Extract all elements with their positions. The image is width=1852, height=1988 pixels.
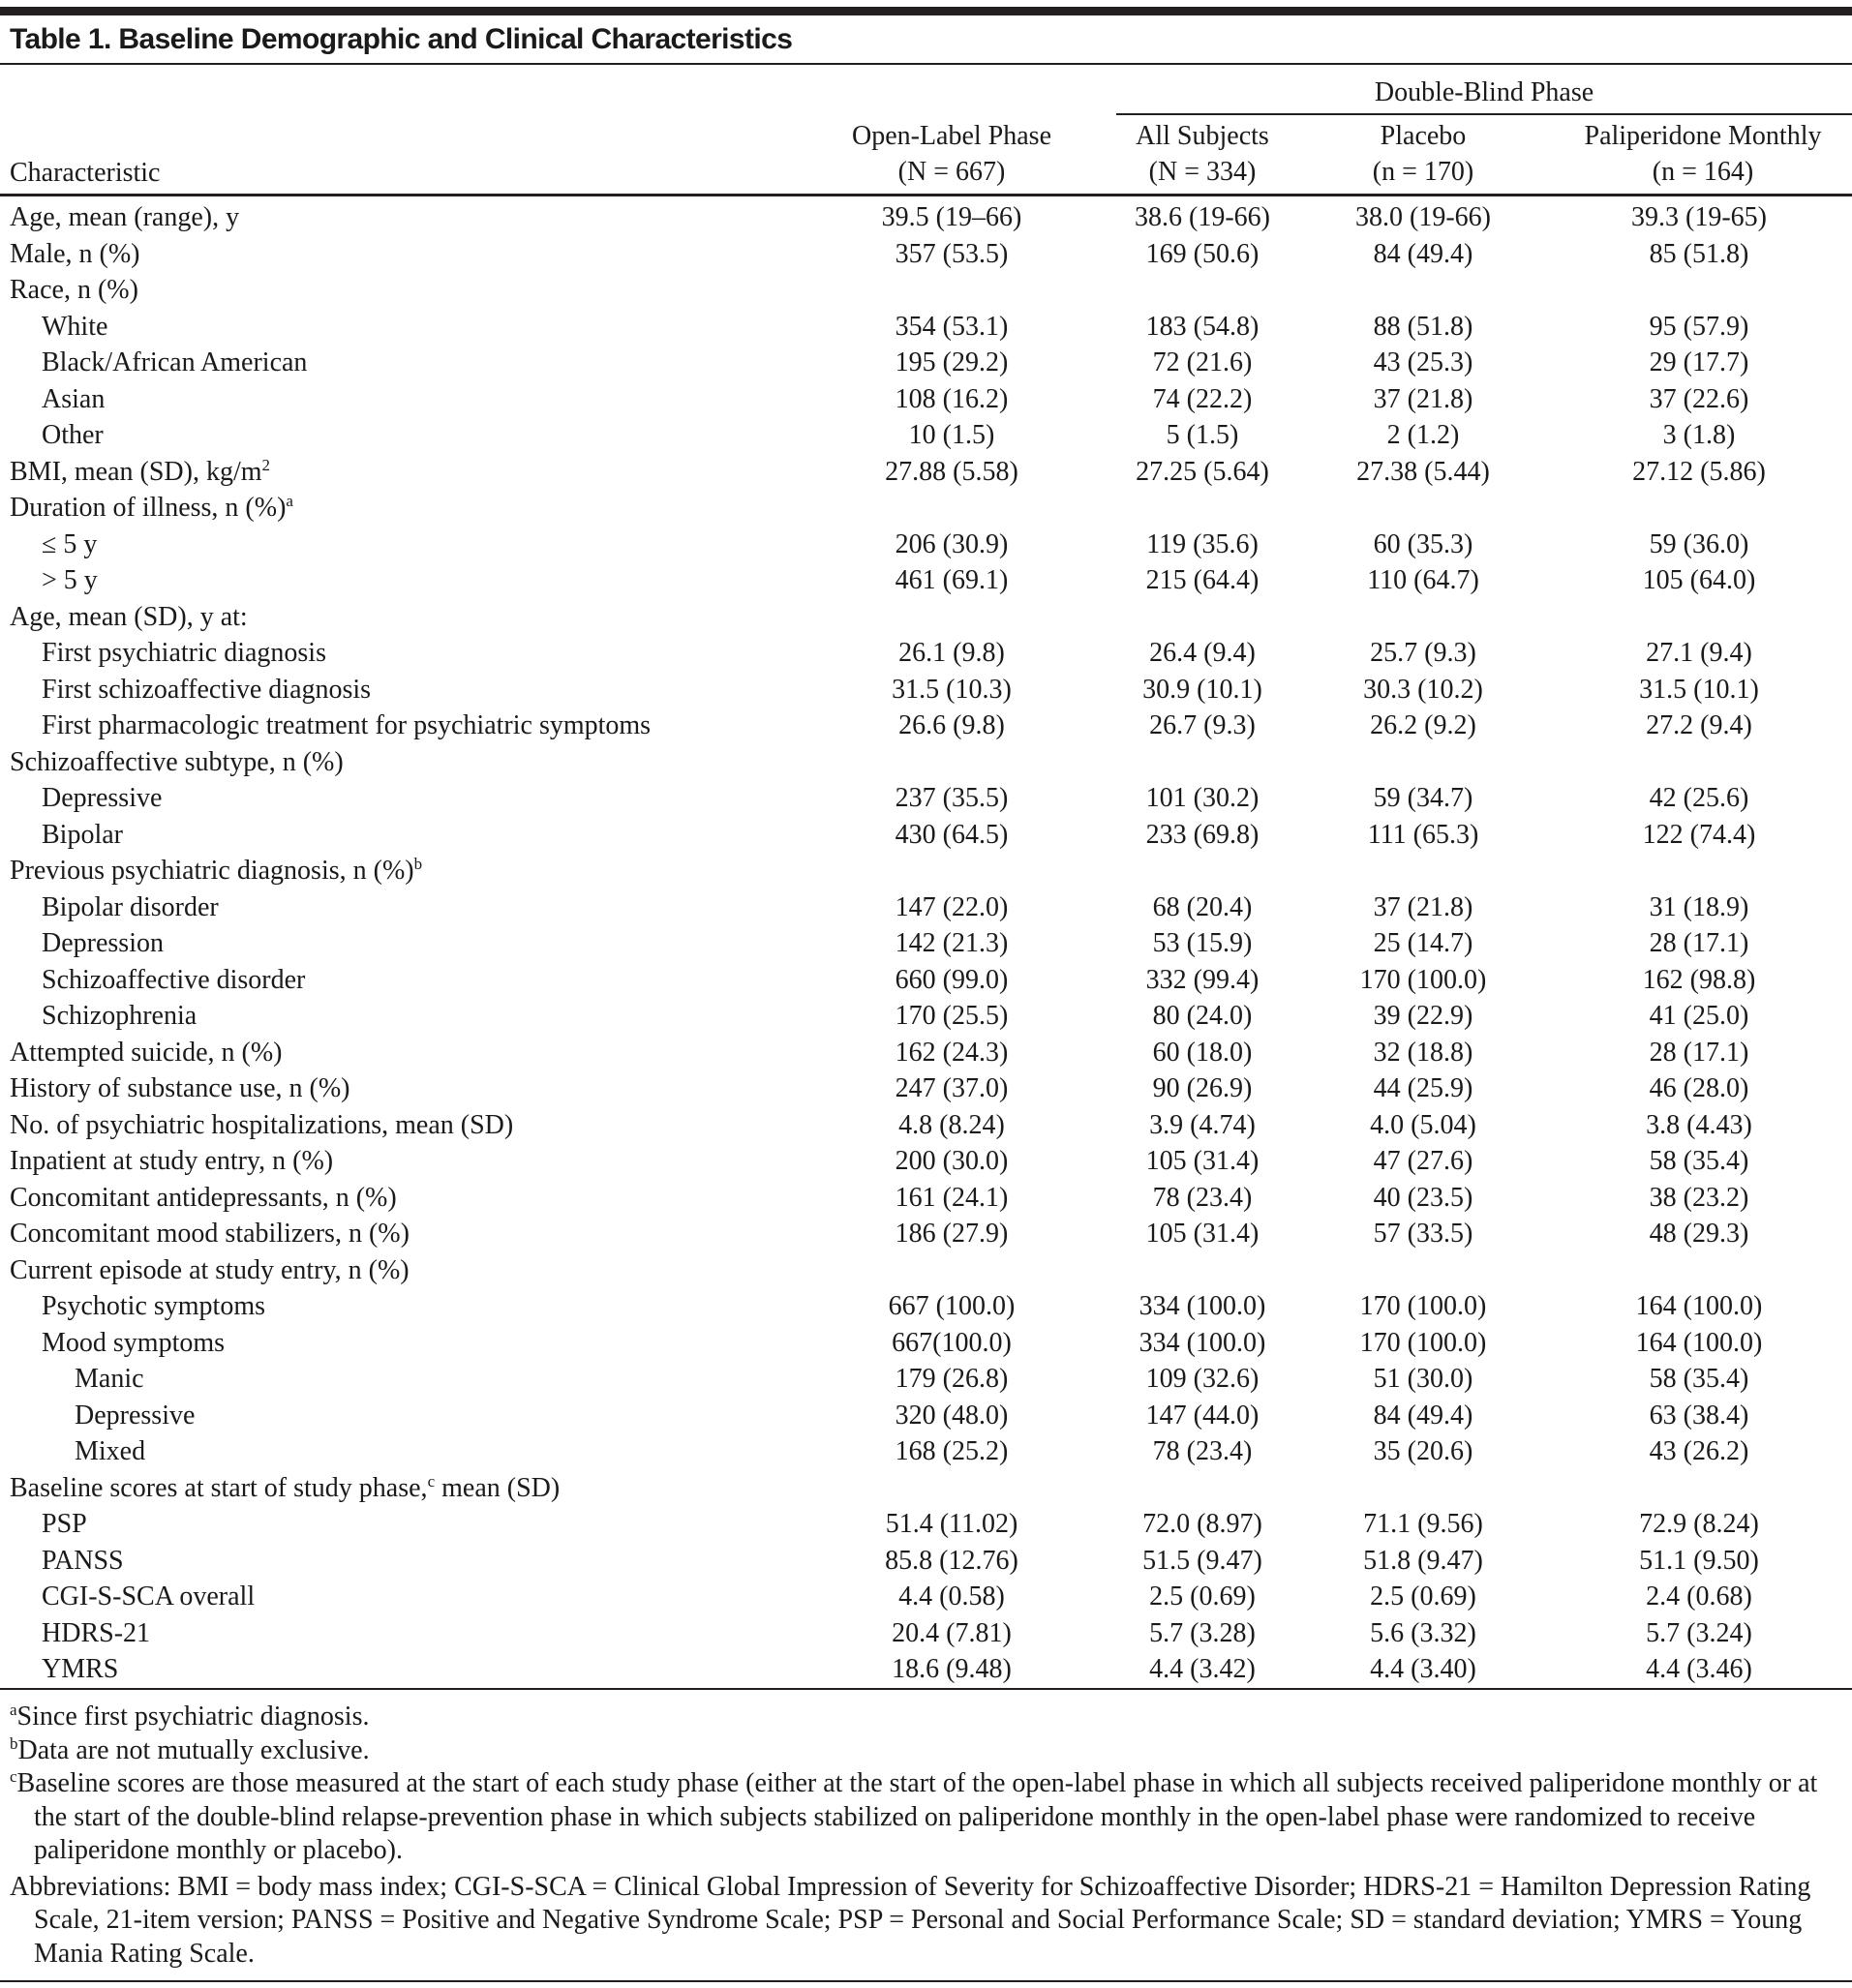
row-label-text: Age, mean (SD), y at: bbox=[10, 601, 248, 632]
row-label-text: Depressive bbox=[42, 783, 163, 813]
cell-value: 247 (37.0) bbox=[895, 1073, 1009, 1103]
cell-value: 2.5 (0.69) bbox=[1370, 1581, 1476, 1611]
cell-value: 38.6 (19-66) bbox=[1135, 202, 1270, 232]
row-label-text: Asian bbox=[42, 383, 106, 414]
cell-value: 142 (21.3) bbox=[895, 928, 1009, 958]
cell-value: 147 (22.0) bbox=[895, 891, 1009, 922]
cell-value: 44 (25.9) bbox=[1373, 1073, 1473, 1103]
row-label-text: CGI-S-SCA overall bbox=[42, 1581, 256, 1611]
row-label bbox=[75, 1433, 145, 1470]
cell-value: 109 (32.6) bbox=[1145, 1364, 1260, 1394]
row-label bbox=[42, 1506, 87, 1543]
table-row bbox=[0, 1361, 1852, 1398]
row-label bbox=[10, 199, 239, 236]
column-header-open-label bbox=[826, 118, 1078, 190]
row-label-text: Psychotic symptoms bbox=[42, 1291, 266, 1321]
row-label bbox=[10, 1143, 333, 1180]
cell-value: 72.0 (8.97) bbox=[1142, 1509, 1262, 1539]
cell-value: 27.1 (9.4) bbox=[1646, 638, 1752, 668]
row-label bbox=[10, 853, 422, 889]
cell-value: 32 (18.8) bbox=[1373, 1037, 1473, 1068]
cell-value: 48 (29.3) bbox=[1649, 1219, 1749, 1249]
table-row bbox=[0, 1035, 1852, 1071]
cell-value: 354 (53.1) bbox=[895, 311, 1009, 342]
cell-value: 38.0 (19-66) bbox=[1355, 202, 1491, 232]
cell-value: 27.88 (5.58) bbox=[885, 456, 1018, 487]
cell-value: 206 (30.9) bbox=[895, 528, 1009, 559]
cell-value: 26.7 (9.3) bbox=[1149, 710, 1256, 740]
cell-value: 26.1 (9.8) bbox=[898, 638, 1005, 668]
row-label bbox=[10, 454, 270, 491]
cell-value: 162 (24.3) bbox=[895, 1037, 1009, 1068]
cell-value: 3.9 (4.74) bbox=[1149, 1109, 1256, 1140]
row-label-text: Concomitant antidepressants, n (%) bbox=[10, 1182, 397, 1213]
cell-value: 39.3 (19-65) bbox=[1631, 202, 1767, 232]
cell-value: 59 (36.0) bbox=[1649, 528, 1749, 559]
cell-value: 68 (20.4) bbox=[1152, 891, 1253, 922]
column-name: Placebo bbox=[1380, 121, 1467, 151]
table-row bbox=[0, 562, 1852, 599]
table-row bbox=[0, 708, 1852, 744]
cell-value: 3.8 (4.43) bbox=[1646, 1109, 1752, 1140]
row-label bbox=[10, 1180, 397, 1217]
table-row bbox=[0, 527, 1852, 563]
table-row bbox=[0, 490, 1852, 527]
cell-value: 164 (100.0) bbox=[1635, 1327, 1763, 1358]
cell-value: 18.6 (9.48) bbox=[892, 1654, 1012, 1684]
row-label bbox=[10, 236, 140, 273]
cell-value: 27.38 (5.44) bbox=[1356, 456, 1490, 487]
row-label bbox=[10, 1216, 410, 1252]
cell-value: 162 (98.8) bbox=[1642, 964, 1756, 995]
table-row bbox=[0, 1325, 1852, 1362]
cell-value: 233 (69.8) bbox=[1145, 819, 1260, 850]
table-row bbox=[0, 1398, 1852, 1434]
table-row bbox=[0, 853, 1852, 889]
table-row bbox=[0, 1651, 1852, 1688]
table-row bbox=[0, 780, 1852, 817]
row-label-text: Schizophrenia bbox=[42, 1001, 197, 1031]
row-label-text: Age, mean (range), y bbox=[10, 202, 240, 232]
row-label-text: Concomitant mood stabilizers, n (%) bbox=[10, 1219, 410, 1249]
column-name: All Subjects bbox=[1136, 121, 1269, 151]
cell-value: 5.7 (3.24) bbox=[1646, 1617, 1752, 1648]
table-row bbox=[0, 272, 1852, 309]
cell-value: 667 (100.0) bbox=[888, 1291, 1016, 1321]
row-label bbox=[10, 1070, 349, 1107]
cell-value: 88 (51.8) bbox=[1373, 311, 1473, 342]
row-label-text: Previous psychiatric diagnosis, n (%) bbox=[10, 856, 414, 886]
row-label-text: Bipolar disorder bbox=[42, 891, 219, 922]
table-row bbox=[0, 1579, 1852, 1615]
table-row bbox=[0, 1433, 1852, 1470]
column-header-placebo bbox=[1297, 118, 1549, 190]
cell-value: 4.4 (3.40) bbox=[1370, 1654, 1476, 1684]
table-row bbox=[0, 1252, 1852, 1289]
table-row bbox=[0, 1070, 1852, 1107]
footnote-marker: a bbox=[286, 492, 293, 510]
column-name: Paliperidone Monthly bbox=[1584, 121, 1822, 151]
table-row bbox=[0, 381, 1852, 418]
row-label-text: Baseline scores at start of study phase, bbox=[10, 1472, 428, 1503]
cell-value: 80 (24.0) bbox=[1152, 1001, 1253, 1031]
footer-rule bbox=[0, 1980, 1852, 1982]
cell-value: 4.4 (3.46) bbox=[1646, 1654, 1752, 1684]
table-row bbox=[0, 1143, 1852, 1180]
footnote bbox=[10, 1734, 1839, 1768]
row-label bbox=[10, 599, 248, 636]
row-label bbox=[10, 1035, 282, 1071]
row-label-text: YMRS bbox=[42, 1654, 119, 1684]
row-label-text: > 5 y bbox=[42, 565, 98, 595]
top-bar bbox=[0, 7, 1852, 15]
table-row bbox=[0, 925, 1852, 962]
cell-value: 74 (22.2) bbox=[1152, 383, 1253, 414]
cell-value: 51.1 (9.50) bbox=[1639, 1545, 1759, 1576]
title-rule bbox=[0, 63, 1852, 65]
cell-value: 3 (1.8) bbox=[1662, 420, 1736, 450]
row-label bbox=[42, 998, 197, 1035]
double-blind-rule bbox=[1116, 113, 1852, 115]
cell-value: 2.4 (0.68) bbox=[1646, 1581, 1752, 1611]
row-label-text: First schizoaffective diagnosis bbox=[42, 674, 372, 705]
row-label bbox=[42, 1325, 225, 1362]
bottom-rule bbox=[0, 1688, 1852, 1690]
cell-value: 461 (69.1) bbox=[895, 565, 1009, 595]
cell-value: 237 (35.5) bbox=[895, 783, 1009, 813]
row-label bbox=[42, 889, 219, 926]
cell-value: 334 (100.0) bbox=[1139, 1291, 1266, 1321]
footnote-text: Abbreviations: BMI = body mass index; CGI-S-SCA = Clinical Global Impression of Severity for Schizoaffective Disorder; HDRS-21 = Hamilton Depression Rating Scale, 21-item version; PANSS = Positive and Negative Syndrome Scale; PSP = Personal and Social Performance Scale; SD = standard deviation; YMRS = Young Mania Rating Scale. bbox=[10, 1871, 1811, 1969]
row-label bbox=[42, 562, 98, 599]
cell-value: 58 (35.4) bbox=[1649, 1364, 1749, 1394]
cell-value: 28 (17.1) bbox=[1649, 1037, 1749, 1068]
row-label bbox=[42, 1579, 255, 1615]
cell-value: 40 (23.5) bbox=[1373, 1182, 1473, 1213]
row-label-text: PANSS bbox=[42, 1545, 124, 1576]
table-row bbox=[0, 454, 1852, 491]
cell-value: 39 (22.9) bbox=[1373, 1001, 1473, 1031]
cell-value: 320 (48.0) bbox=[895, 1400, 1009, 1431]
cell-value: 111 (65.3) bbox=[1367, 819, 1479, 850]
cell-value: 95 (57.9) bbox=[1649, 311, 1749, 342]
cell-value: 170 (100.0) bbox=[1359, 1327, 1487, 1358]
footnote bbox=[10, 1701, 1839, 1734]
cell-value: 4.0 (5.04) bbox=[1370, 1109, 1476, 1140]
row-label bbox=[75, 1361, 144, 1398]
footnote-marker: c bbox=[10, 1767, 17, 1786]
cell-value: 46 (28.0) bbox=[1649, 1073, 1749, 1103]
table-row bbox=[0, 672, 1852, 708]
cell-value: 42 (25.6) bbox=[1649, 783, 1749, 813]
row-label-text: Mood symptoms bbox=[42, 1327, 226, 1358]
cell-value: 186 (27.9) bbox=[895, 1219, 1009, 1249]
row-label bbox=[42, 417, 104, 454]
cell-value: 101 (30.2) bbox=[1145, 783, 1260, 813]
row-label-text: Bipolar bbox=[42, 819, 123, 850]
cell-value: 38 (23.2) bbox=[1649, 1182, 1749, 1213]
row-label bbox=[42, 1288, 265, 1325]
cell-value: 10 (1.5) bbox=[908, 420, 995, 450]
cell-value: 4.4 (0.58) bbox=[898, 1581, 1005, 1611]
row-label-text: BMI, mean (SD), kg/m bbox=[10, 456, 262, 487]
row-label bbox=[42, 1651, 118, 1688]
column-name: Open-Label Phase bbox=[851, 121, 1052, 151]
row-label bbox=[42, 962, 305, 999]
cell-value: 51.5 (9.47) bbox=[1142, 1545, 1262, 1576]
cell-value: 29 (17.7) bbox=[1649, 347, 1749, 377]
cell-value: 27.12 (5.86) bbox=[1632, 456, 1766, 487]
footnote-text: Data are not mutually exclusive. bbox=[17, 1734, 370, 1765]
row-label-text: Race, n (%) bbox=[10, 275, 138, 305]
row-label-text: No. of psychiatric hospitalizations, mean (SD) bbox=[10, 1109, 514, 1140]
cell-value: 26.2 (9.2) bbox=[1370, 710, 1476, 740]
table-row bbox=[0, 998, 1852, 1035]
characteristic-header: Characteristic bbox=[10, 158, 161, 188]
cell-value: 58 (35.4) bbox=[1649, 1146, 1749, 1176]
cell-value: 357 (53.5) bbox=[895, 238, 1009, 269]
cell-value: 72 (21.6) bbox=[1152, 347, 1253, 377]
cell-value: 179 (26.8) bbox=[895, 1364, 1009, 1394]
row-label-text: History of substance use, n (%) bbox=[10, 1073, 350, 1103]
cell-value: 72.9 (8.24) bbox=[1639, 1509, 1759, 1539]
column-n: (N = 667) bbox=[897, 157, 1006, 187]
header-rule bbox=[0, 194, 1852, 196]
cell-value: 168 (25.2) bbox=[895, 1436, 1009, 1466]
row-label bbox=[10, 744, 344, 781]
row-label bbox=[42, 708, 651, 744]
double-blind-header: Double-Blind Phase bbox=[1374, 77, 1594, 107]
cell-value: 31 (18.9) bbox=[1649, 891, 1749, 922]
cell-value: 2 (1.2) bbox=[1386, 420, 1460, 450]
cell-value: 660 (99.0) bbox=[895, 964, 1009, 995]
footnote-marker: a bbox=[10, 1701, 17, 1719]
row-label-text: Current episode at study entry, n (%) bbox=[10, 1254, 410, 1285]
row-label-text: PSP bbox=[42, 1509, 87, 1539]
cell-value: 51 (30.0) bbox=[1373, 1364, 1473, 1394]
row-label-text: Black/African American bbox=[42, 347, 308, 377]
cell-value: 27.25 (5.64) bbox=[1136, 456, 1269, 487]
cell-value: 108 (16.2) bbox=[895, 383, 1009, 414]
table-row bbox=[0, 1543, 1852, 1580]
row-label-text: Inpatient at study entry, n (%) bbox=[10, 1146, 334, 1176]
table-row bbox=[0, 1216, 1852, 1252]
row-label bbox=[10, 1470, 560, 1507]
cell-value: 28 (17.1) bbox=[1649, 928, 1749, 958]
row-label-text: Other bbox=[42, 420, 104, 450]
table-row bbox=[0, 889, 1852, 926]
cell-value: 4.4 (3.42) bbox=[1149, 1654, 1256, 1684]
cell-value: 59 (34.7) bbox=[1373, 783, 1473, 813]
row-label bbox=[42, 635, 326, 672]
cell-value: 39.5 (19–66) bbox=[881, 202, 1022, 232]
cell-value: 37 (21.8) bbox=[1373, 891, 1473, 922]
table-row bbox=[0, 199, 1852, 236]
row-label-text: HDRS-21 bbox=[42, 1617, 151, 1648]
table-body bbox=[0, 199, 1852, 1688]
row-label bbox=[42, 672, 371, 708]
footnote-text: Since first psychiatric diagnosis. bbox=[16, 1702, 370, 1732]
cell-value: 84 (49.4) bbox=[1373, 1400, 1473, 1431]
footnote bbox=[10, 1767, 1839, 1868]
footnote bbox=[10, 1871, 1839, 1972]
row-label bbox=[10, 490, 293, 527]
cell-value: 60 (35.3) bbox=[1373, 528, 1473, 559]
footnote-marker: c bbox=[427, 1471, 436, 1491]
cell-value: 215 (64.4) bbox=[1145, 565, 1260, 595]
cell-value: 30.9 (10.1) bbox=[1142, 674, 1262, 705]
table-row bbox=[0, 309, 1852, 346]
cell-value: 78 (23.4) bbox=[1152, 1436, 1253, 1466]
column-header-paliperidone bbox=[1554, 118, 1852, 190]
cell-value: 60 (18.0) bbox=[1152, 1037, 1253, 1068]
cell-value: 57 (33.5) bbox=[1373, 1219, 1473, 1249]
cell-value: 43 (26.2) bbox=[1649, 1436, 1749, 1466]
cell-value: 110 (64.7) bbox=[1367, 565, 1479, 595]
row-label bbox=[42, 527, 97, 563]
cell-value: 119 (35.6) bbox=[1146, 528, 1259, 559]
cell-value: 51.8 (9.47) bbox=[1363, 1545, 1483, 1576]
row-label-text: Attempted suicide, n (%) bbox=[10, 1037, 283, 1068]
table-row bbox=[0, 817, 1852, 854]
cell-value: 195 (29.2) bbox=[895, 347, 1009, 377]
cell-value: 37 (21.8) bbox=[1373, 383, 1473, 414]
footnotes bbox=[10, 1701, 1839, 1971]
row-label bbox=[42, 345, 307, 381]
cell-value: 35 (20.6) bbox=[1373, 1436, 1473, 1466]
cell-value: 37 (22.6) bbox=[1649, 383, 1749, 414]
cell-value: 25.7 (9.3) bbox=[1370, 638, 1476, 668]
cell-value: 105 (31.4) bbox=[1145, 1219, 1260, 1249]
cell-value: 105 (31.4) bbox=[1145, 1146, 1260, 1176]
table-row bbox=[0, 1506, 1852, 1543]
cell-value: 2.5 (0.69) bbox=[1149, 1581, 1256, 1611]
row-label-text: Duration of illness, n (%) bbox=[10, 493, 287, 523]
cell-value: 122 (74.4) bbox=[1642, 819, 1756, 850]
cell-value: 53 (15.9) bbox=[1152, 928, 1253, 958]
cell-value: 31.5 (10.1) bbox=[1639, 674, 1759, 705]
row-label-text: Schizoaffective subtype, n (%) bbox=[10, 746, 344, 777]
cell-value: 25 (14.7) bbox=[1373, 928, 1473, 958]
cell-value: 5.7 (3.28) bbox=[1149, 1617, 1256, 1648]
cell-value: 5 (1.5) bbox=[1166, 420, 1239, 450]
row-label bbox=[42, 817, 123, 854]
row-label bbox=[42, 381, 105, 418]
footnote-marker: 2 bbox=[261, 455, 271, 474]
cell-value: 90 (26.9) bbox=[1152, 1073, 1253, 1103]
column-header-all-subjects bbox=[1077, 118, 1328, 190]
cell-value: 4.8 (8.24) bbox=[898, 1109, 1005, 1140]
row-label-text: White bbox=[42, 311, 108, 342]
table-row bbox=[0, 635, 1852, 672]
table-row bbox=[0, 236, 1852, 273]
row-label bbox=[10, 272, 138, 309]
row-label bbox=[42, 1543, 124, 1580]
row-label bbox=[42, 780, 162, 817]
cell-value: 105 (64.0) bbox=[1642, 565, 1756, 595]
footnote-marker: b bbox=[10, 1733, 18, 1753]
cell-value: 26.4 (9.4) bbox=[1149, 638, 1256, 668]
row-label-text: Manic bbox=[75, 1364, 144, 1394]
row-label-text: Schizoaffective disorder bbox=[42, 964, 306, 995]
row-label bbox=[10, 1107, 513, 1144]
table-row bbox=[0, 417, 1852, 454]
cell-value: 200 (30.0) bbox=[895, 1146, 1009, 1176]
cell-value: 85.8 (12.76) bbox=[885, 1545, 1018, 1576]
cell-value: 170 (25.5) bbox=[895, 1001, 1009, 1031]
row-label bbox=[42, 1615, 150, 1652]
cell-value: 51.4 (11.02) bbox=[885, 1509, 1018, 1539]
row-label bbox=[42, 925, 164, 962]
row-label-text: Depression bbox=[42, 928, 164, 958]
cell-value: 26.6 (9.8) bbox=[898, 710, 1005, 740]
footnote-marker: b bbox=[413, 855, 423, 873]
row-label-text: First pharmacologic treatment for psychiatric symptoms bbox=[42, 710, 652, 740]
cell-value: 430 (64.5) bbox=[895, 819, 1009, 850]
cell-value: 41 (25.0) bbox=[1649, 1001, 1749, 1031]
row-label bbox=[75, 1398, 195, 1434]
cell-value: 84 (49.4) bbox=[1373, 238, 1473, 269]
cell-value: 5.6 (3.32) bbox=[1370, 1617, 1476, 1648]
cell-value: 183 (54.8) bbox=[1145, 311, 1260, 342]
table-row bbox=[0, 345, 1852, 381]
cell-value: 147 (44.0) bbox=[1145, 1400, 1260, 1431]
cell-value: 164 (100.0) bbox=[1635, 1291, 1763, 1321]
row-label-text: Depressive bbox=[75, 1400, 196, 1431]
cell-value: 43 (25.3) bbox=[1373, 347, 1473, 377]
row-label-text: Mixed bbox=[75, 1436, 146, 1466]
cell-value: 170 (100.0) bbox=[1359, 964, 1487, 995]
table-title: Table 1. Baseline Demographic and Clinical Characteristics bbox=[10, 23, 793, 55]
column-n: (n = 164) bbox=[1652, 157, 1754, 187]
cell-value: 31.5 (10.3) bbox=[892, 674, 1012, 705]
cell-value: 27.2 (9.4) bbox=[1646, 710, 1752, 740]
cell-value: 332 (99.4) bbox=[1145, 964, 1260, 995]
column-n: (N = 334) bbox=[1148, 157, 1257, 187]
table-row bbox=[0, 1288, 1852, 1325]
cell-value: 334 (100.0) bbox=[1139, 1327, 1266, 1358]
table-row bbox=[0, 1470, 1852, 1507]
row-label bbox=[42, 309, 107, 346]
table-row bbox=[0, 599, 1852, 636]
row-label-suffix: mean (SD) bbox=[435, 1472, 561, 1503]
row-label-text: ≤ 5 y bbox=[42, 528, 98, 559]
cell-value: 63 (38.4) bbox=[1649, 1400, 1749, 1431]
table-row bbox=[0, 962, 1852, 999]
row-label-text: First psychiatric diagnosis bbox=[42, 638, 326, 668]
cell-value: 169 (50.6) bbox=[1145, 238, 1260, 269]
column-n: (n = 170) bbox=[1372, 157, 1474, 187]
cell-value: 85 (51.8) bbox=[1649, 238, 1749, 269]
row-label-text: Male, n (%) bbox=[10, 238, 140, 269]
row-label bbox=[10, 1252, 410, 1289]
cell-value: 170 (100.0) bbox=[1359, 1291, 1487, 1321]
cell-value: 71.1 (9.56) bbox=[1363, 1509, 1483, 1539]
table-row bbox=[0, 744, 1852, 781]
cell-value: 667(100.0) bbox=[892, 1327, 1012, 1358]
cell-value: 30.3 (10.2) bbox=[1363, 674, 1483, 705]
cell-value: 20.4 (7.81) bbox=[892, 1617, 1012, 1648]
cell-value: 161 (24.1) bbox=[895, 1182, 1009, 1213]
footnote-text: Baseline scores are those measured at the start of each study phase (either at the start of the open-label phase in which all subjects received paliperidone monthly or at the start of the double-blind relapse-prevention phase in which subjects stabilized on paliperidone monthly in the open-label phase were randomized to receive paliperidone monthly or placebo). bbox=[16, 1768, 1818, 1865]
table-row bbox=[0, 1107, 1852, 1144]
table-row bbox=[0, 1615, 1852, 1652]
cell-value: 47 (27.6) bbox=[1373, 1146, 1473, 1176]
cell-value: 78 (23.4) bbox=[1152, 1182, 1253, 1213]
table-row bbox=[0, 1180, 1852, 1217]
